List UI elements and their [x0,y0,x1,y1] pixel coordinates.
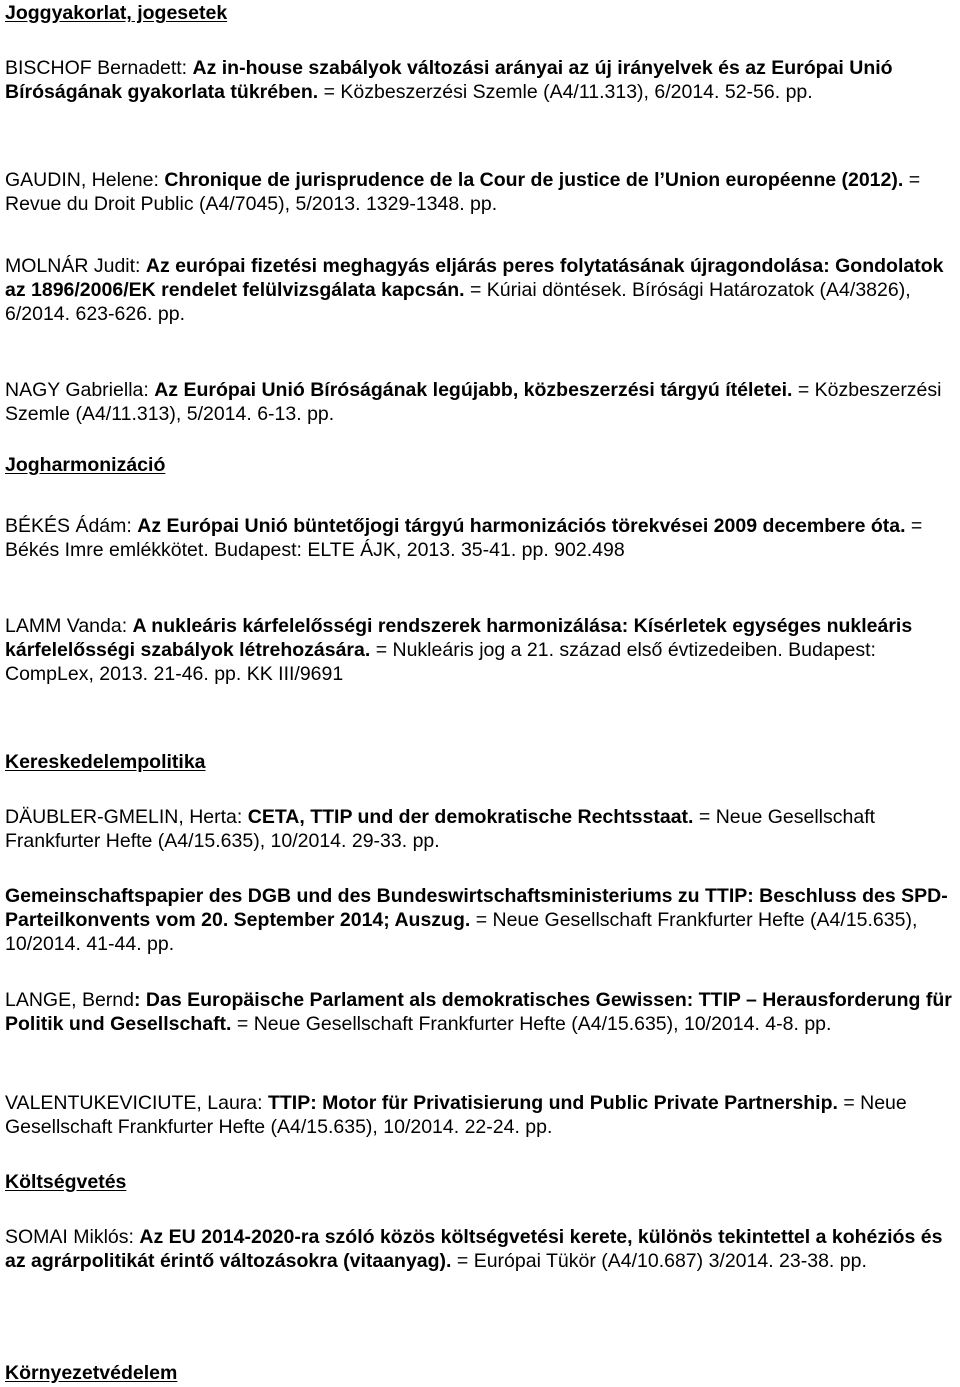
section-heading-kornyezetvedelem: Környezetvédelem [5,1362,178,1384]
entry-author: DÄUBLER-GMELIN, Herta: [5,806,248,828]
entry-title: Az Európai Unió Bíróságának legújabb, közbeszerzési tárgyú ítéletei. [154,379,793,401]
entry-source: = Neue Gesellschaft Frankfurter Hefte (A4/15.635), 10/2014. 29-33. pp. [5,806,876,852]
bibliography-entry [5,56,957,104]
bibliography-entry [5,1225,957,1273]
entry-author: VALENTUKEVICIUTE, Laura: [5,1092,268,1114]
entry-title: Az európai fizetési meghagyás eljárás peres folytatásának újragondolása: Gondolatok az 1896/2006/EK rendelet felülvizsgálata kapcsán. [5,255,944,301]
bibliography-entry [5,614,957,686]
section-heading-jogharmonizacio: Jogharmonizáció [5,454,166,476]
bibliography-entry [5,378,957,426]
entry-title: TTIP: Motor für Privatisierung und Public Private Partnership. [267,1092,838,1114]
entry-author: LANGE, Bernd [5,989,134,1011]
bibliography-entry [5,254,957,326]
bibliography-entry [5,805,957,853]
entry-source: = Közbeszerzési Szemle (A4/11.313), 6/2014. 52-56. pp. [318,81,813,103]
entry-source: = Békés Imre emlékkötet. Budapest: ELTE ÁJK, 2013. 35-41. pp. 902.498 [5,515,923,561]
entry-title: : Das Europäische Parlament als demokratisches Gewissen: TTIP – Herausforderung für Politik und Gesellschaft. [5,989,952,1035]
entry-title: Az EU 2014-2020-ra szóló közös költségvetési kerete, különös tekintettel a kohéziós és az agrárpolitikát érintő változásokra (vitaanyag). [5,1226,943,1272]
entry-title: Chronique de jurisprudence de la Cour de justice de l’Union européenne (2012). [164,169,904,191]
entry-source: = Revue du Droit Public (A4/7045), 5/2013. 1329-1348. pp. [5,169,921,215]
entry-source: = Közbeszerzési Szemle (A4/11.313), 5/2014. 6-13. pp. [5,379,942,425]
bibliography-entry [5,988,957,1036]
entry-author: MOLNÁR Judit: [5,255,146,277]
entry-source: = Európai Tükör (A4/10.687) 3/2014. 23-38. pp. [451,1250,867,1272]
bibliography-entry [5,168,957,216]
entry-author: BÉKÉS Ádám: [5,515,138,537]
bibliography-entry [5,514,957,562]
entry-author: BISCHOF Bernadett: [5,57,193,79]
entry-source: = Kúriai döntések. Bírósági Határozatok (A4/3826), 6/2014. 623-626. pp. [5,279,911,325]
section-heading-joggyakorlat: Joggyakorlat, jogesetek [5,2,228,24]
entry-source: = Nukleáris jog a 21. század első évtizedeiben. Budapest: CompLex, 2013. 21-46. pp. KK III/9691 [5,639,876,685]
entry-source: = Neue Gesellschaft Frankfurter Hefte (A4/15.635), 10/2014. 41-44. pp. [5,909,918,955]
entry-title: CETA, TTIP und der demokratische Rechtsstaat. [247,806,694,828]
bibliography-entry [5,884,957,956]
bibliography-entry [5,1091,957,1139]
section-heading-koltsegvetes: Költségvetés [5,1171,127,1193]
entry-source: = Neue Gesellschaft Frankfurter Hefte (A4/15.635), 10/2014. 4-8. pp. [231,1013,832,1035]
entry-author: LAMM Vanda: [5,615,133,637]
entry-author: GAUDIN, Helene: [5,169,165,191]
entry-title: Gemeinschaftspapier des DGB und des Bundeswirtschaftsministeriums zu TTIP: Beschluss des SPD-Parteilkonvents vom 20. September 2014; Auszug. [5,885,948,931]
entry-source: = Neue Gesellschaft Frankfurter Hefte (A4/15.635), 10/2014. 22-24. pp. [5,1092,907,1138]
entry-title: Az Európai Unió büntetőjogi tárgyú harmonizációs törekvései 2009 decembere óta. [137,515,906,537]
entry-title: A nukleáris kárfelelősségi rendszerek harmonizálása: Kísérletek egységes nukleáris kárfelelősségi szabályok létrehozására. [5,615,913,661]
entry-author: NAGY Gabriella: [5,379,155,401]
section-heading-kereskedelempolitika: Kereskedelempolitika [5,751,206,773]
entry-author: SOMAI Miklós: [5,1226,140,1248]
entry-title: Az in-house szabályok változási arányai az új irányelvek és az Európai Unió Bíróságának gyakorlata tükrében. [5,57,893,103]
